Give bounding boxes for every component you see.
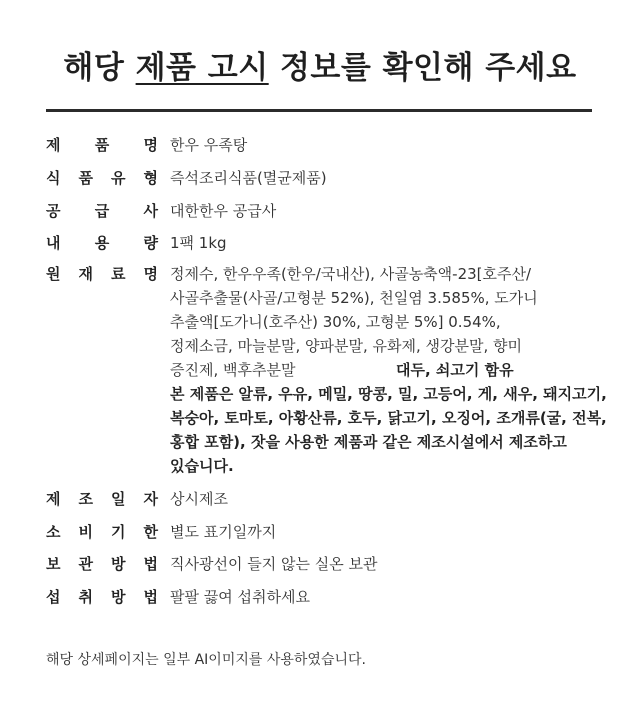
label-char: 명 (143, 265, 158, 283)
label-char: 관 (78, 555, 93, 573)
label-char: 한 (143, 523, 158, 541)
row-label (46, 231, 158, 255)
label-char: 량 (143, 234, 158, 252)
label-char: 급 (94, 202, 110, 220)
row-label (46, 199, 158, 223)
label-char: 기 (111, 523, 126, 541)
label-char: 섭 (46, 588, 61, 606)
row-value: 즉석조리식품(멸균제품) (170, 169, 327, 187)
label-char: 품 (78, 169, 93, 187)
row-value: 한우 우족탕 (170, 136, 248, 154)
row-label (46, 520, 158, 544)
title-divider (46, 109, 592, 112)
label-char: 소 (46, 523, 61, 541)
row-label (46, 487, 158, 511)
row-label (46, 262, 158, 286)
label-char: 제 (46, 136, 61, 154)
label-char: 보 (46, 555, 61, 573)
ingredient-line: 정제소금, 마늘분말, 양파분말, 유화제, 생강분말, 향미 (170, 337, 522, 355)
label-char: 방 (111, 555, 126, 573)
ingredient-line: 정제수, 한우우족(한우/국내산), 사골농축액-23[호주산/ (170, 265, 532, 283)
label-char: 재 (78, 265, 93, 283)
label-char: 조 (78, 490, 93, 508)
row-value: 대한한우 공급사 (170, 202, 277, 220)
row-value: 1팩 1kg (170, 234, 227, 252)
page-title (0, 44, 640, 92)
title-prefix: 해당 (63, 50, 136, 86)
label-char: 방 (111, 588, 126, 606)
allergen-notice-line: 홍합 포함), 잣을 사용한 제품과 같은 제조시설에서 제조하고 (170, 433, 567, 451)
row-value: 직사광선이 들지 않는 실온 보관 (170, 555, 378, 573)
label-char: 비 (78, 523, 93, 541)
label-char: 료 (111, 265, 126, 283)
title-suffix: 정보를 확인해 주세요 (268, 50, 577, 86)
label-char: 유 (111, 169, 126, 187)
allergen-notice-line: 본 제품은 알류, 우유, 메밀, 땅콩, 밀, 고등어, 게, 새우, 돼지고기, (170, 385, 607, 403)
label-char: 제 (46, 490, 61, 508)
label-char: 자 (143, 490, 158, 508)
row-label (46, 133, 158, 157)
label-char: 취 (78, 588, 93, 606)
label-char: 사 (143, 202, 158, 220)
ingredient-line: 사골추출물(사골/고형분 52%), 천일염 3.585%, 도가니 (170, 289, 538, 307)
row-value: 팔팔 끓여 섭취하세요 (170, 588, 310, 606)
allergen-notice-line: 복숭아, 토마토, 아황산류, 호두, 닭고기, 오징어, 조개류(굴, 전복, (170, 409, 607, 427)
label-char: 품 (94, 136, 110, 154)
ingredient-line: 증진제, 백후추분말 (170, 361, 296, 379)
row-label (46, 585, 158, 609)
label-char: 법 (143, 588, 158, 606)
label-char: 형 (143, 169, 158, 187)
label-char: 원 (46, 265, 61, 283)
title-underlined: 제품 고시 (135, 50, 269, 86)
row-label (46, 166, 158, 190)
label-char: 명 (143, 136, 158, 154)
label-char: 일 (111, 490, 126, 508)
row-value: 상시제조 (170, 490, 228, 508)
allergen-short: 대두, 쇠고기 함유 (396, 361, 514, 379)
label-char: 용 (94, 234, 110, 252)
allergen-notice-line: 있습니다. (170, 457, 234, 475)
label-char: 식 (46, 169, 61, 187)
row-value: 별도 표기일까지 (170, 523, 277, 541)
row-label (46, 552, 158, 576)
ai-image-footnote: 해당 상세페이지는 일부 AI이미지를 사용하였습니다. (46, 652, 366, 668)
label-char: 공 (46, 202, 61, 220)
ingredient-line: 추출액[도가니(호주산) 30%, 고형분 5%] 0.54%, (170, 313, 501, 331)
label-char: 내 (46, 234, 61, 252)
ingredients-value (170, 262, 610, 478)
label-char: 법 (143, 555, 158, 573)
